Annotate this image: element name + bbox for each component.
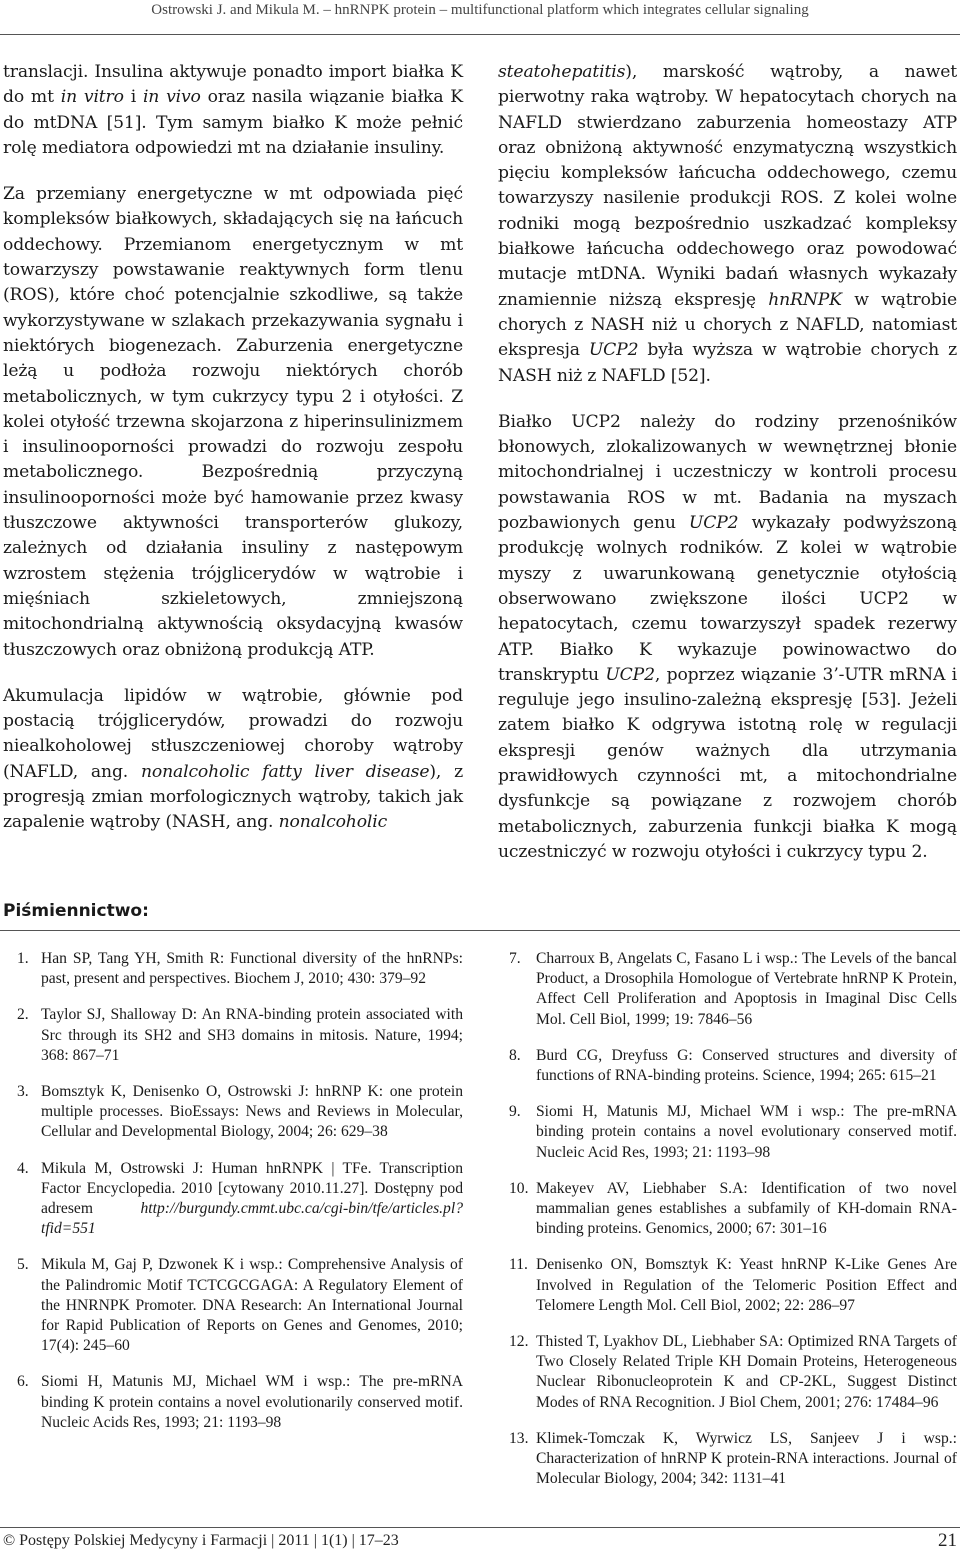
reference-number: 7. xyxy=(509,950,521,967)
text-run: Thisted T, Lyakhov DL, Liebhaber SA: Optimized RNA Targets of Two Closely Related Triple KH Domain Proteins, Heterogeneous Nuclear Ribonucleoprotein K and CP-2KL, Suggest Distinct Modes of RNA Recognition. J Biol Chem, 2001; 276: 17484–96 xyxy=(536,1333,957,1411)
text-run: wykazały podwyższoną produkcję wolnych rodników. Z kolei w wątrobie myszy z uwarunkowaną genetycznie otyłością obserwowano zwiększone ilości UCP2 w hepatocytach, czemu towarzyszył spadek rezerwy ATP. Białko K wykazuje powinowactwo do transkryptu xyxy=(498,513,957,685)
paragraph xyxy=(498,410,957,865)
reference-number: 2. xyxy=(17,1006,29,1024)
reference-item xyxy=(17,1372,463,1433)
footer-rule xyxy=(0,1527,960,1528)
reference-number: 9. xyxy=(509,1103,521,1121)
reference-number: 3. xyxy=(17,1083,29,1101)
reference-item xyxy=(17,1255,463,1356)
italic-text: in vivo xyxy=(142,87,201,108)
right-text-column xyxy=(498,60,957,865)
text-run: Burd CG, Dreyfuss G: Conserved structures and diversity of functions of RNA-binding proteins. Science, 1994; 265: 615–21 xyxy=(536,1046,957,1085)
text-run: Akumulacja lipidów w wątrobie, głównie pod postacią trójglicerydów, prowadzi do rozwoju niealkoholowej stłuszczeniowej choroby wątroby (NAFLD, ang. xyxy=(3,685,463,782)
reference-number: 10. xyxy=(509,1179,529,1197)
paragraph xyxy=(498,60,957,389)
text-run: translacji. Insulina aktywuje ponadto import białka K do mt xyxy=(3,62,463,108)
paragraph xyxy=(3,60,463,161)
reference-item xyxy=(509,949,957,1030)
references-heading: Piśmiennictwo: xyxy=(3,901,149,921)
references-rule xyxy=(0,930,960,931)
text-run: i xyxy=(123,87,143,108)
text-run: Za przemiany energetyczne w mt odpowiada pięć kompleksów białkowych, składających się na łańcuch oddechowy. Przemianom energetycznym w mt towarzyszy powstawanie reaktywnych form tlenu (ROS), które choć potencjalnie szkodliwe, są także wykorzystywane w szlakach przekazywania sygnału i niektórych biogenezach. Zaburzenia energetyczne leżą u podłoża rozwoju niektórych chorób metabolicznych, w tym cukrzycy typu 2 i otyłości. Z kolei otyłość trzewna skojarzona z hiperinsulinizmem i insulinooporności prowadzi do rozwoju zespołu metabolicznego. Bezpośrednią przyczyną insulinooporności może być hamowanie przez kwasy tłuszczowe aktywności transporterów glukozy, zależnych od działania insuliny z następowym wzrostem stężenia trójglicerydów w wątrobie i mięśniach szkieletowych, zmniejszoną mitochondrialną aktywnością oksydacyjną kwasów tłuszczowych oraz obniżoną produkcją ATP. xyxy=(3,184,463,660)
text-run: Han SP, Tang YH, Smith R: Functional diversity of the hnRNPs: past, present and perspectives. Biochem J, 2010; 430: 379–92 xyxy=(41,950,463,988)
reference-item xyxy=(17,949,463,989)
text-run: Taylor SJ, Shalloway D: An RNA-binding protein associated with Src through its SH2 and SH3 domains in mitosis. Nature, 1994; 368: 867–71 xyxy=(41,1006,463,1064)
text-run: Siomi H, Matunis MJ, Michael WM i wsp.: The pre-mRNA binding K protein contains a novel evolutionarily conserved motif. Nucleic Acids Res, 1993; 21: 1193–98 xyxy=(41,1373,463,1431)
reference-number: 11. xyxy=(509,1256,528,1274)
reference-number: 5. xyxy=(17,1256,29,1274)
running-title: Ostrowski J. and Mikula M. – hnRNPK protein – multifunctional platform which integrates cellular signaling xyxy=(151,2,809,18)
reference-number: 13. xyxy=(509,1429,529,1447)
text-run: Bomsztyk K, Denisenko O, Ostrowski J: hnRNP K: one protein multiple processes. BioEssays: News and Reviews in Molecular, Cellular and Developmental Biology, 2004; 26: 629–38 xyxy=(41,1083,463,1141)
header-rule xyxy=(0,34,960,35)
italic-text: nonalcoholic fatty liver disease xyxy=(140,761,430,782)
text-run: Denisenko ON, Bomsztyk K: Yeast hnRNP K-Like Genes Are Involved in Regulation of the Telomeric Position Effect and Telomere Length Mol. Cell Biol, 2002; 22: 286–97 xyxy=(536,1256,957,1314)
italic-text: UCP2 xyxy=(605,664,655,685)
italic-text: http://burgundy.cmmt.ubc.ca/cgi-bin/tfe/articles.pl?tfid=551 xyxy=(41,1200,463,1238)
reference-number: 6. xyxy=(17,1373,29,1391)
text-run: Makeyev AV, Liebhaber S.A: Identification of two novel mammalian genes establishes a subfamily of KH-domain RNA-binding proteins. Genomics, 2000; 67: 301–16 xyxy=(536,1179,957,1238)
reference-item xyxy=(17,1159,463,1240)
text-run: Mikula M, Gaj P, Dzwonek K i wsp.: Comprehensive Analysis of the Palindromic Motif TCTCGCGAGA: A Regulatory Element of the HNRNPK Promoter. DNA Research: An International Journal for Rapid Publication of Reports on Genes and Genomes, 2010; 17(4): 245–60 xyxy=(41,1256,463,1355)
reference-number: 12. xyxy=(509,1333,529,1351)
reference-item xyxy=(509,1332,957,1413)
page-number: 21 xyxy=(938,1530,957,1551)
text-run: Charroux B, Angelats C, Fasano L i wsp.: The Levels of the bancal Product, a Drosophila Homologue of Vertebrate hnRNP K Protein, Affect Cell Proliferation and Apoptosis in Imaginal Disc Cells Mol. Cell Biol, 1999; 19: 7846–56 xyxy=(536,950,957,1028)
running-header xyxy=(0,0,960,22)
reference-item xyxy=(17,1005,463,1066)
text-run: ), marskość wątroby, a nawet pierwotny raka wątroby. W hepatocytach chorych na NAFLD stwierdzano zaburzenia homeostazy ATP oraz obniżoną aktywność enzymatyczną wszystkich pięciu kompleksów łańcucha oddechowego, czemu towarzyszy nasilenie produkcji ROS. Z kolei wolne rodniki mogą bezpośrednio uszkadzać kompleksy białkowe łańcucha oddechowego oraz powodować mutacje mtDNA. Wyniki badań własnych wykazały znamiennie niższą ekspresję xyxy=(498,62,957,310)
reference-item xyxy=(509,1179,957,1240)
reference-item xyxy=(17,1082,463,1143)
reference-number: 8. xyxy=(509,1046,521,1064)
italic-text: steatohepatitis xyxy=(498,62,626,82)
text-run: , poprzez wiązanie 3’-UTR mRNA i reguluje jego insulino-zależną ekspresję [53]. Jeżeli zatem białko K odgrywa istotną rolę w regulacji ekspresji genów ważnych dla utrzymania prawidłowych czynności mt, a mitochondrialne dysfunkcje są powiązane z rozwojem chorób metabolicznych, zaburzenia funkcji białka K mogą uczestniczyć w rozwoju otyłości i cukrzycy typu 2. xyxy=(498,664,957,862)
italic-text: in vitro xyxy=(60,87,124,108)
reference-item xyxy=(509,1102,957,1163)
italic-text: nonalcoholic xyxy=(278,812,388,833)
text-run: Mikula M, Ostrowski J: Human hnRNPK | TFe. Transcription Factor Encyclopedia. 2010 [cytowany 2010.11.27]. Dostępny pod adresem xyxy=(41,1159,463,1218)
paragraph xyxy=(3,182,463,663)
reference-item xyxy=(509,1046,957,1086)
text-run: oraz nasila wiązanie białka K do mtDNA [51]. Tym samym białko K może pełnić rolę mediatora odpowiedzi mt na działanie insuliny. xyxy=(3,87,463,158)
italic-text: UCP2 xyxy=(688,513,739,534)
paragraph xyxy=(3,684,463,836)
reference-number: 1. xyxy=(17,950,29,967)
text-run: Siomi H, Matunis MJ, Michael WM i wsp.: The pre-mRNA binding protein contains a novel evolutionary conserved motif. Nucleic Acid Res, 1993; 21: 1193–98 xyxy=(536,1103,957,1161)
text-run: była wyższa w wątrobie chorych z NASH niż z NAFLD [52]. xyxy=(498,340,957,386)
text-run: ), z progresją zmian morfologicznych wątroby, takich jak zapalenie wątroby (NASH, ang. xyxy=(3,761,463,833)
reference-item xyxy=(509,1429,957,1490)
text-run: w wątrobie chorych z NASH niż u chorych z NAFLD, natomiast ekspresja xyxy=(498,289,957,361)
text-run: Klimek-Tomczak K, Wyrwicz LS, Sanjeev J i wsp.: Characterization of hnRNP K protein-RNA interactions. Journal of Molecular Biology, 2004; 342: 1131–41 xyxy=(536,1429,957,1488)
journal-citation: © Postępy Polskiej Medycyny i Farmacji | 2011 | 1(1) | 17–23 xyxy=(3,1532,399,1549)
references-list-right xyxy=(509,949,957,1505)
text-run: Białko UCP2 należy do rodziny przenośników błonowych, zlokalizowanych w wewnętrznej błonie mitochondrialnej i uczestniczy w kontroli procesu powstawania ROS w mt. Badania na myszach pozbawionych genu xyxy=(498,411,957,534)
reference-item xyxy=(509,1255,957,1316)
references-list-left xyxy=(17,949,463,1449)
italic-text: UCP2 xyxy=(588,340,639,361)
italic-text: hnRNPK xyxy=(768,289,842,310)
left-text-column xyxy=(3,60,463,836)
reference-number: 4. xyxy=(17,1159,29,1177)
